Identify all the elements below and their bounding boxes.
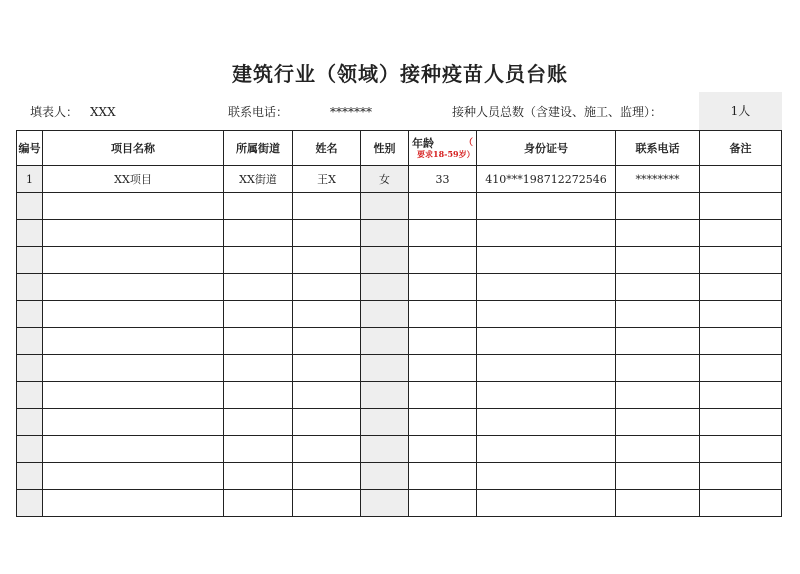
cell-phone[interactable]: [616, 193, 700, 220]
header-age-paren: （: [463, 138, 473, 148]
table-row: [17, 382, 782, 409]
table-row: [17, 436, 782, 463]
cell-age[interactable]: [409, 490, 477, 517]
cell-gender[interactable]: [361, 328, 409, 355]
cell-no[interactable]: [17, 247, 43, 274]
cell-phone[interactable]: [616, 355, 700, 382]
header-id-number: 身份证号: [477, 131, 616, 166]
cell-name[interactable]: [293, 382, 361, 409]
cell-name[interactable]: [293, 328, 361, 355]
cell-gender[interactable]: [361, 382, 409, 409]
cell-age[interactable]: [409, 220, 477, 247]
cell-remark[interactable]: [700, 328, 782, 355]
header-gender: 性别: [361, 131, 409, 166]
cell-project[interactable]: [43, 355, 224, 382]
cell-street[interactable]: [224, 328, 293, 355]
cell-remark[interactable]: [700, 247, 782, 274]
cell-no[interactable]: [17, 301, 43, 328]
cell-name[interactable]: [293, 463, 361, 490]
cell-id-number[interactable]: [477, 220, 616, 247]
cell-id-number[interactable]: 410***198712272546: [477, 166, 616, 193]
filler-value[interactable]: XXX: [90, 105, 116, 119]
cell-street[interactable]: [224, 355, 293, 382]
cell-name[interactable]: [293, 490, 361, 517]
cell-gender[interactable]: [361, 193, 409, 220]
cell-gender[interactable]: [361, 301, 409, 328]
cell-remark[interactable]: [700, 490, 782, 517]
cell-id-number[interactable]: [477, 490, 616, 517]
cell-name[interactable]: [293, 436, 361, 463]
cell-phone[interactable]: [616, 274, 700, 301]
cell-phone[interactable]: [616, 409, 700, 436]
table-row: [17, 490, 782, 517]
header-phone: 联系电话: [616, 131, 700, 166]
cell-no[interactable]: [17, 355, 43, 382]
cell-id-number[interactable]: [477, 274, 616, 301]
table-header-row: [17, 131, 782, 166]
cell-gender[interactable]: 女: [361, 166, 409, 193]
cell-age[interactable]: [409, 274, 477, 301]
cell-id-number[interactable]: [477, 328, 616, 355]
cell-phone[interactable]: [616, 436, 700, 463]
vaccinated-count-label: 接种人员总数（含建设、施工、监理）：: [452, 105, 663, 119]
cell-phone[interactable]: [616, 463, 700, 490]
cell-id-number[interactable]: [477, 355, 616, 382]
cell-street[interactable]: [224, 436, 293, 463]
cell-project[interactable]: [43, 328, 224, 355]
cell-no[interactable]: [17, 328, 43, 355]
page-title: 建筑行业（领域）接种疫苗人员台账: [232, 62, 568, 86]
cell-project[interactable]: [43, 301, 224, 328]
cell-remark[interactable]: [700, 436, 782, 463]
table-row: [17, 463, 782, 490]
cell-no[interactable]: [17, 193, 43, 220]
cell-phone[interactable]: [616, 382, 700, 409]
cell-project[interactable]: [43, 382, 224, 409]
vaccination-ledger-table: [16, 130, 782, 517]
cell-remark[interactable]: [700, 193, 782, 220]
cell-no[interactable]: [17, 220, 43, 247]
cell-project[interactable]: XX项目: [43, 166, 224, 193]
cell-street[interactable]: [224, 463, 293, 490]
cell-id-number[interactable]: [477, 247, 616, 274]
cell-project[interactable]: [43, 193, 224, 220]
cell-name[interactable]: [293, 301, 361, 328]
cell-gender[interactable]: [361, 355, 409, 382]
cell-age[interactable]: [409, 382, 477, 409]
cell-name[interactable]: [293, 247, 361, 274]
cell-project[interactable]: [43, 463, 224, 490]
cell-remark[interactable]: [700, 382, 782, 409]
table-row: [17, 193, 782, 220]
cell-gender[interactable]: [361, 463, 409, 490]
cell-phone[interactable]: [616, 301, 700, 328]
cell-id-number[interactable]: [477, 382, 616, 409]
cell-no[interactable]: [17, 436, 43, 463]
vaccinated-count-value[interactable]: 1人: [699, 92, 782, 130]
cell-project[interactable]: [43, 490, 224, 517]
cell-name[interactable]: [293, 193, 361, 220]
cell-project[interactable]: [43, 409, 224, 436]
cell-remark[interactable]: [700, 409, 782, 436]
cell-remark[interactable]: [700, 301, 782, 328]
cell-gender[interactable]: [361, 436, 409, 463]
cell-name[interactable]: [293, 409, 361, 436]
cell-age[interactable]: [409, 463, 477, 490]
cell-phone[interactable]: [616, 247, 700, 274]
cell-remark[interactable]: [700, 274, 782, 301]
cell-street[interactable]: [224, 301, 293, 328]
cell-gender[interactable]: [361, 220, 409, 247]
cell-no[interactable]: 1: [17, 166, 43, 193]
cell-street[interactable]: [224, 274, 293, 301]
cell-id-number[interactable]: [477, 409, 616, 436]
cell-project[interactable]: [43, 220, 224, 247]
cell-street[interactable]: [224, 382, 293, 409]
table-row: [17, 409, 782, 436]
cell-age[interactable]: 33: [409, 166, 477, 193]
cell-name[interactable]: [293, 355, 361, 382]
table-row: [17, 220, 782, 247]
cell-age[interactable]: [409, 328, 477, 355]
header-remark: 备注: [700, 131, 782, 166]
cell-no[interactable]: [17, 382, 43, 409]
cell-id-number[interactable]: [477, 193, 616, 220]
header-age-requirement: 要求18-59岁）: [417, 149, 475, 159]
cell-id-number[interactable]: [477, 463, 616, 490]
header-street: 所属街道: [224, 131, 293, 166]
cell-street[interactable]: [224, 409, 293, 436]
cell-age[interactable]: [409, 247, 477, 274]
cell-phone[interactable]: [616, 328, 700, 355]
cell-no[interactable]: [17, 274, 43, 301]
cell-remark[interactable]: [700, 166, 782, 193]
cell-street[interactable]: [224, 247, 293, 274]
cell-street[interactable]: [224, 193, 293, 220]
cell-name[interactable]: [293, 274, 361, 301]
cell-age[interactable]: [409, 355, 477, 382]
table-row: [17, 355, 782, 382]
phone-label: 联系电话：: [228, 105, 289, 119]
cell-gender[interactable]: [361, 274, 409, 301]
cell-age[interactable]: [409, 193, 477, 220]
cell-no[interactable]: [17, 463, 43, 490]
table-row: [17, 328, 782, 355]
cell-gender[interactable]: [361, 490, 409, 517]
phone-value[interactable]: *******: [330, 105, 372, 119]
header-project: 项目名称: [43, 131, 224, 166]
cell-phone[interactable]: ********: [616, 166, 700, 193]
cell-phone[interactable]: [616, 220, 700, 247]
cell-no[interactable]: [17, 409, 43, 436]
cell-project[interactable]: [43, 247, 224, 274]
cell-project[interactable]: [43, 436, 224, 463]
cell-gender[interactable]: [361, 409, 409, 436]
cell-street[interactable]: XX街道: [224, 166, 293, 193]
filler-label: 填表人：: [30, 105, 79, 119]
header-age: [409, 131, 477, 166]
cell-remark[interactable]: [700, 463, 782, 490]
header-age-label: 年龄: [412, 137, 434, 150]
cell-street[interactable]: [224, 490, 293, 517]
cell-no[interactable]: [17, 490, 43, 517]
cell-id-number[interactable]: [477, 301, 616, 328]
header-no: 编号: [17, 131, 43, 166]
cell-project[interactable]: [43, 274, 224, 301]
cell-age[interactable]: [409, 436, 477, 463]
cell-remark[interactable]: [700, 355, 782, 382]
table-row: [17, 247, 782, 274]
cell-name[interactable]: 王X: [293, 166, 361, 193]
cell-remark[interactable]: [700, 220, 782, 247]
cell-phone[interactable]: [616, 490, 700, 517]
table-row: [17, 301, 782, 328]
cell-gender[interactable]: [361, 247, 409, 274]
table-row: [17, 166, 782, 193]
header-name: 姓名: [293, 131, 361, 166]
cell-street[interactable]: [224, 220, 293, 247]
cell-age[interactable]: [409, 301, 477, 328]
cell-id-number[interactable]: [477, 436, 616, 463]
cell-name[interactable]: [293, 220, 361, 247]
cell-age[interactable]: [409, 409, 477, 436]
table-row: [17, 274, 782, 301]
